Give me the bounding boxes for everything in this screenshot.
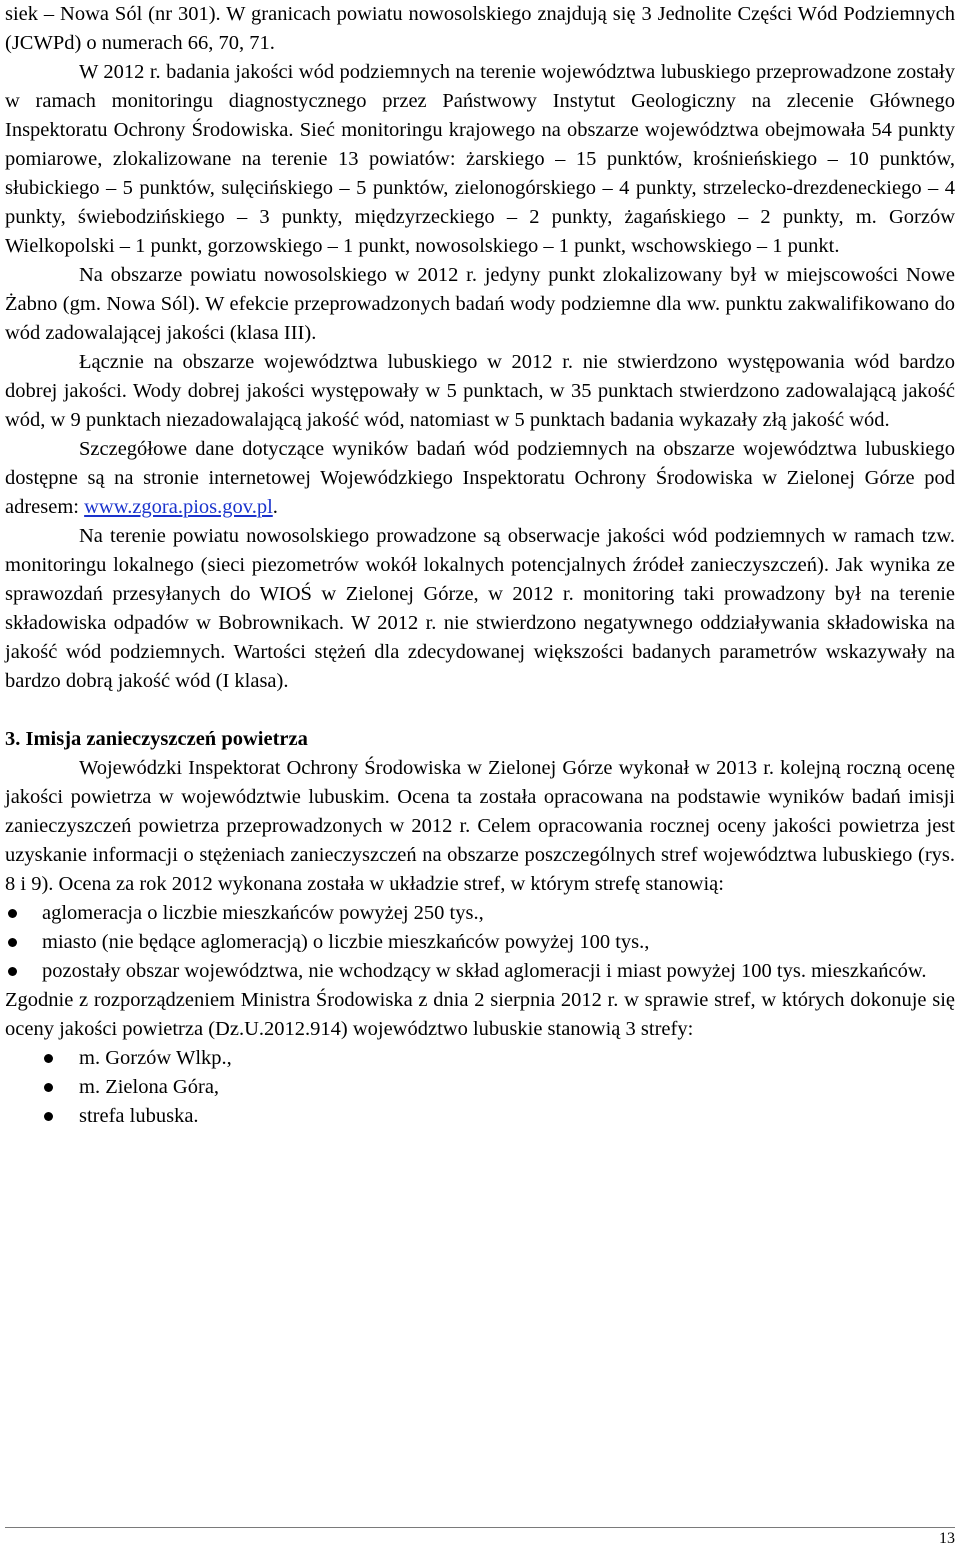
- list-item-text: m. Gorzów Wlkp.,: [79, 1047, 232, 1069]
- paragraph-voivodeship-summary: Łącznie na obszarze województwa lubuskiego w 2012 r. nie stwierdzono występowania wód bardzo dobrej jakości. Wody dobrej jakości występowały w 5 punktach, w 35 punktach stwierdzono zadowalającą jakość wód, w 9 punktach niezadowalającą jakość wód, natomiast w 5 punktach badania wykazały złą jakość wód.: [5, 351, 955, 431]
- paragraph-air-quality: Wojewódzki Inspektorat Ochrony Środowiska w Zielonej Górze wykonał w 2013 r. kolejną roczną ocenę jakości powietrza w województwie lubuskim. Ocena ta została opracowana na podstawie wyników badań imisji zanieczyszczeń powietrza przeprowadzonych w 2012 r. Celem opracowania rocznej oceny jakości powietrza jest uzyskanie informacji o stężeniach zanieczyszczeń na obszarze poszczególnych stref województwa lubuskiego (rys. 8 i 9). Ocena za rok 2012 wykonana została w układzie stref, w którym strefę stanowią:: [5, 757, 955, 895]
- list-item-text: miasto (nie będące aglomeracją) o liczbie mieszkańców powyżej 100 tys.,: [42, 931, 650, 953]
- list-item: [5, 957, 955, 986]
- paragraph-regulation: Zgodnie z rozporządzeniem Ministra Środowiska z dnia 2 sierpnia 2012 r. w sprawie stref, w których dokonuje się oceny jakości powietrza (Dz.U.2012.914) województwo lubuskie stanowią 3 strefy:: [5, 989, 955, 1040]
- bullet-icon: [8, 909, 17, 918]
- zone-types-list: [5, 899, 955, 986]
- wios-website-link[interactable]: www.zgora.pios.gov.pl: [84, 496, 273, 518]
- paragraph-details-link: [5, 435, 955, 522]
- details-text: Szczegółowe dane dotyczące wyników badań wód podziemnych na obszarze województwa lubuskiego dostępne są na stronie internetowej Wojewódzkiego Inspektoratu Ochrony Środowiska w Zielonej Górze pod adresem:: [5, 438, 955, 518]
- details-text-end: .: [272, 496, 278, 518]
- footer-divider: [5, 1527, 955, 1528]
- list-item: [5, 1073, 955, 1102]
- list-item-text: aglomeracja o liczbie mieszkańców powyżej 250 tys.,: [42, 902, 484, 924]
- zones-list: [5, 1044, 955, 1131]
- bullet-icon: [44, 1112, 53, 1121]
- paragraph-jcwpd: siek – Nowa Sól (nr 301). W granicach powiatu nowosolskiego znajdują się 3 Jednolite Części Wód Podziemnych (JCWPd) o numerach 66, 70, 71.: [5, 3, 955, 54]
- bullet-icon: [8, 938, 17, 947]
- paragraph-nowosolski-point: Na obszarze powiatu nowosolskiego w 2012 r. jedyny punkt zlokalizowany był w miejscowości Nowe Żabno (gm. Nowa Sól). W efekcie przeprowadzonych badań wody podziemne dla ww. punktu zakwalifikowano do wód zadowalającej jakości (klasa III).: [5, 264, 955, 344]
- list-item-text: strefa lubuska.: [79, 1105, 199, 1127]
- list-item-text: m. Zielona Góra,: [79, 1076, 220, 1098]
- paragraph-local-monitoring: Na terenie powiatu nowosolskiego prowadzone są obserwacje jakości wód podziemnych w ramach tzw. monitoringu lokalnego (sieci piezometrów wokół lokalnych potencjalnych źródeł zanieczyszczeń). Jak wynika ze sprawozdań przesyłanych do WIOŚ w Zielonej Górze, w 2012 r. monitoring taki prowadzony był na terenie składowiska odpadów w Bobrownikach. W 2012 r. nie stwierdzono negatywnego oddziaływania składowiska na jakość wód podziemnych. Wartości stężeń dla zdecydowanej większości badanych parametrów wskazywały na bardzo dobrą jakość wód (I klasa).: [5, 525, 955, 692]
- section-heading: 3. Imisja zanieczyszczeń powietrza: [5, 728, 308, 750]
- bullet-icon: [44, 1083, 53, 1092]
- bullet-icon: [8, 967, 17, 976]
- bullet-icon: [44, 1054, 53, 1063]
- list-item-text: pozostały obszar województwa, nie wchodzący w skład aglomeracji i miast powyżej 100 tys. mieszkańców.: [42, 960, 927, 982]
- paragraph-monitoring-network: W 2012 r. badania jakości wód podziemnych na terenie województwa lubuskiego przeprowadzone zostały w ramach monitoringu diagnostycznego przez Państwowy Instytut Geologiczny na zlecenie Głównego Inspektoratu Ochrony Środowiska. Sieć monitoringu krajowego na obszarze województwa obejmowała 54 punkty pomiarowe, zlokalizowane na terenie 13 powiatów: żarskiego – 15 punktów, krośnieńskiego – 10 punktów, słubickiego – 5 punktów, sulęcińskiego – 5 punktów, zielonogórskiego – 4 punkty, strzelecko-drezdeneckiego – 4 punkty, świebodzińskiego – 3 punkty, międzyrzeckiego – 2 punkty, żagańskiego – 2 punkty, m. Gorzów Wielkopolski – 1 punkt, gorzowskiego – 1 punkt, nowosolskiego – 1 punkt, wschowskiego – 1 punkt.: [5, 61, 955, 257]
- list-item: [5, 899, 955, 928]
- list-item: [5, 928, 955, 957]
- list-item: [5, 1044, 955, 1073]
- document-page: [5, 0, 955, 1131]
- page-number: 13: [939, 1530, 955, 1547]
- list-item: [5, 1102, 955, 1131]
